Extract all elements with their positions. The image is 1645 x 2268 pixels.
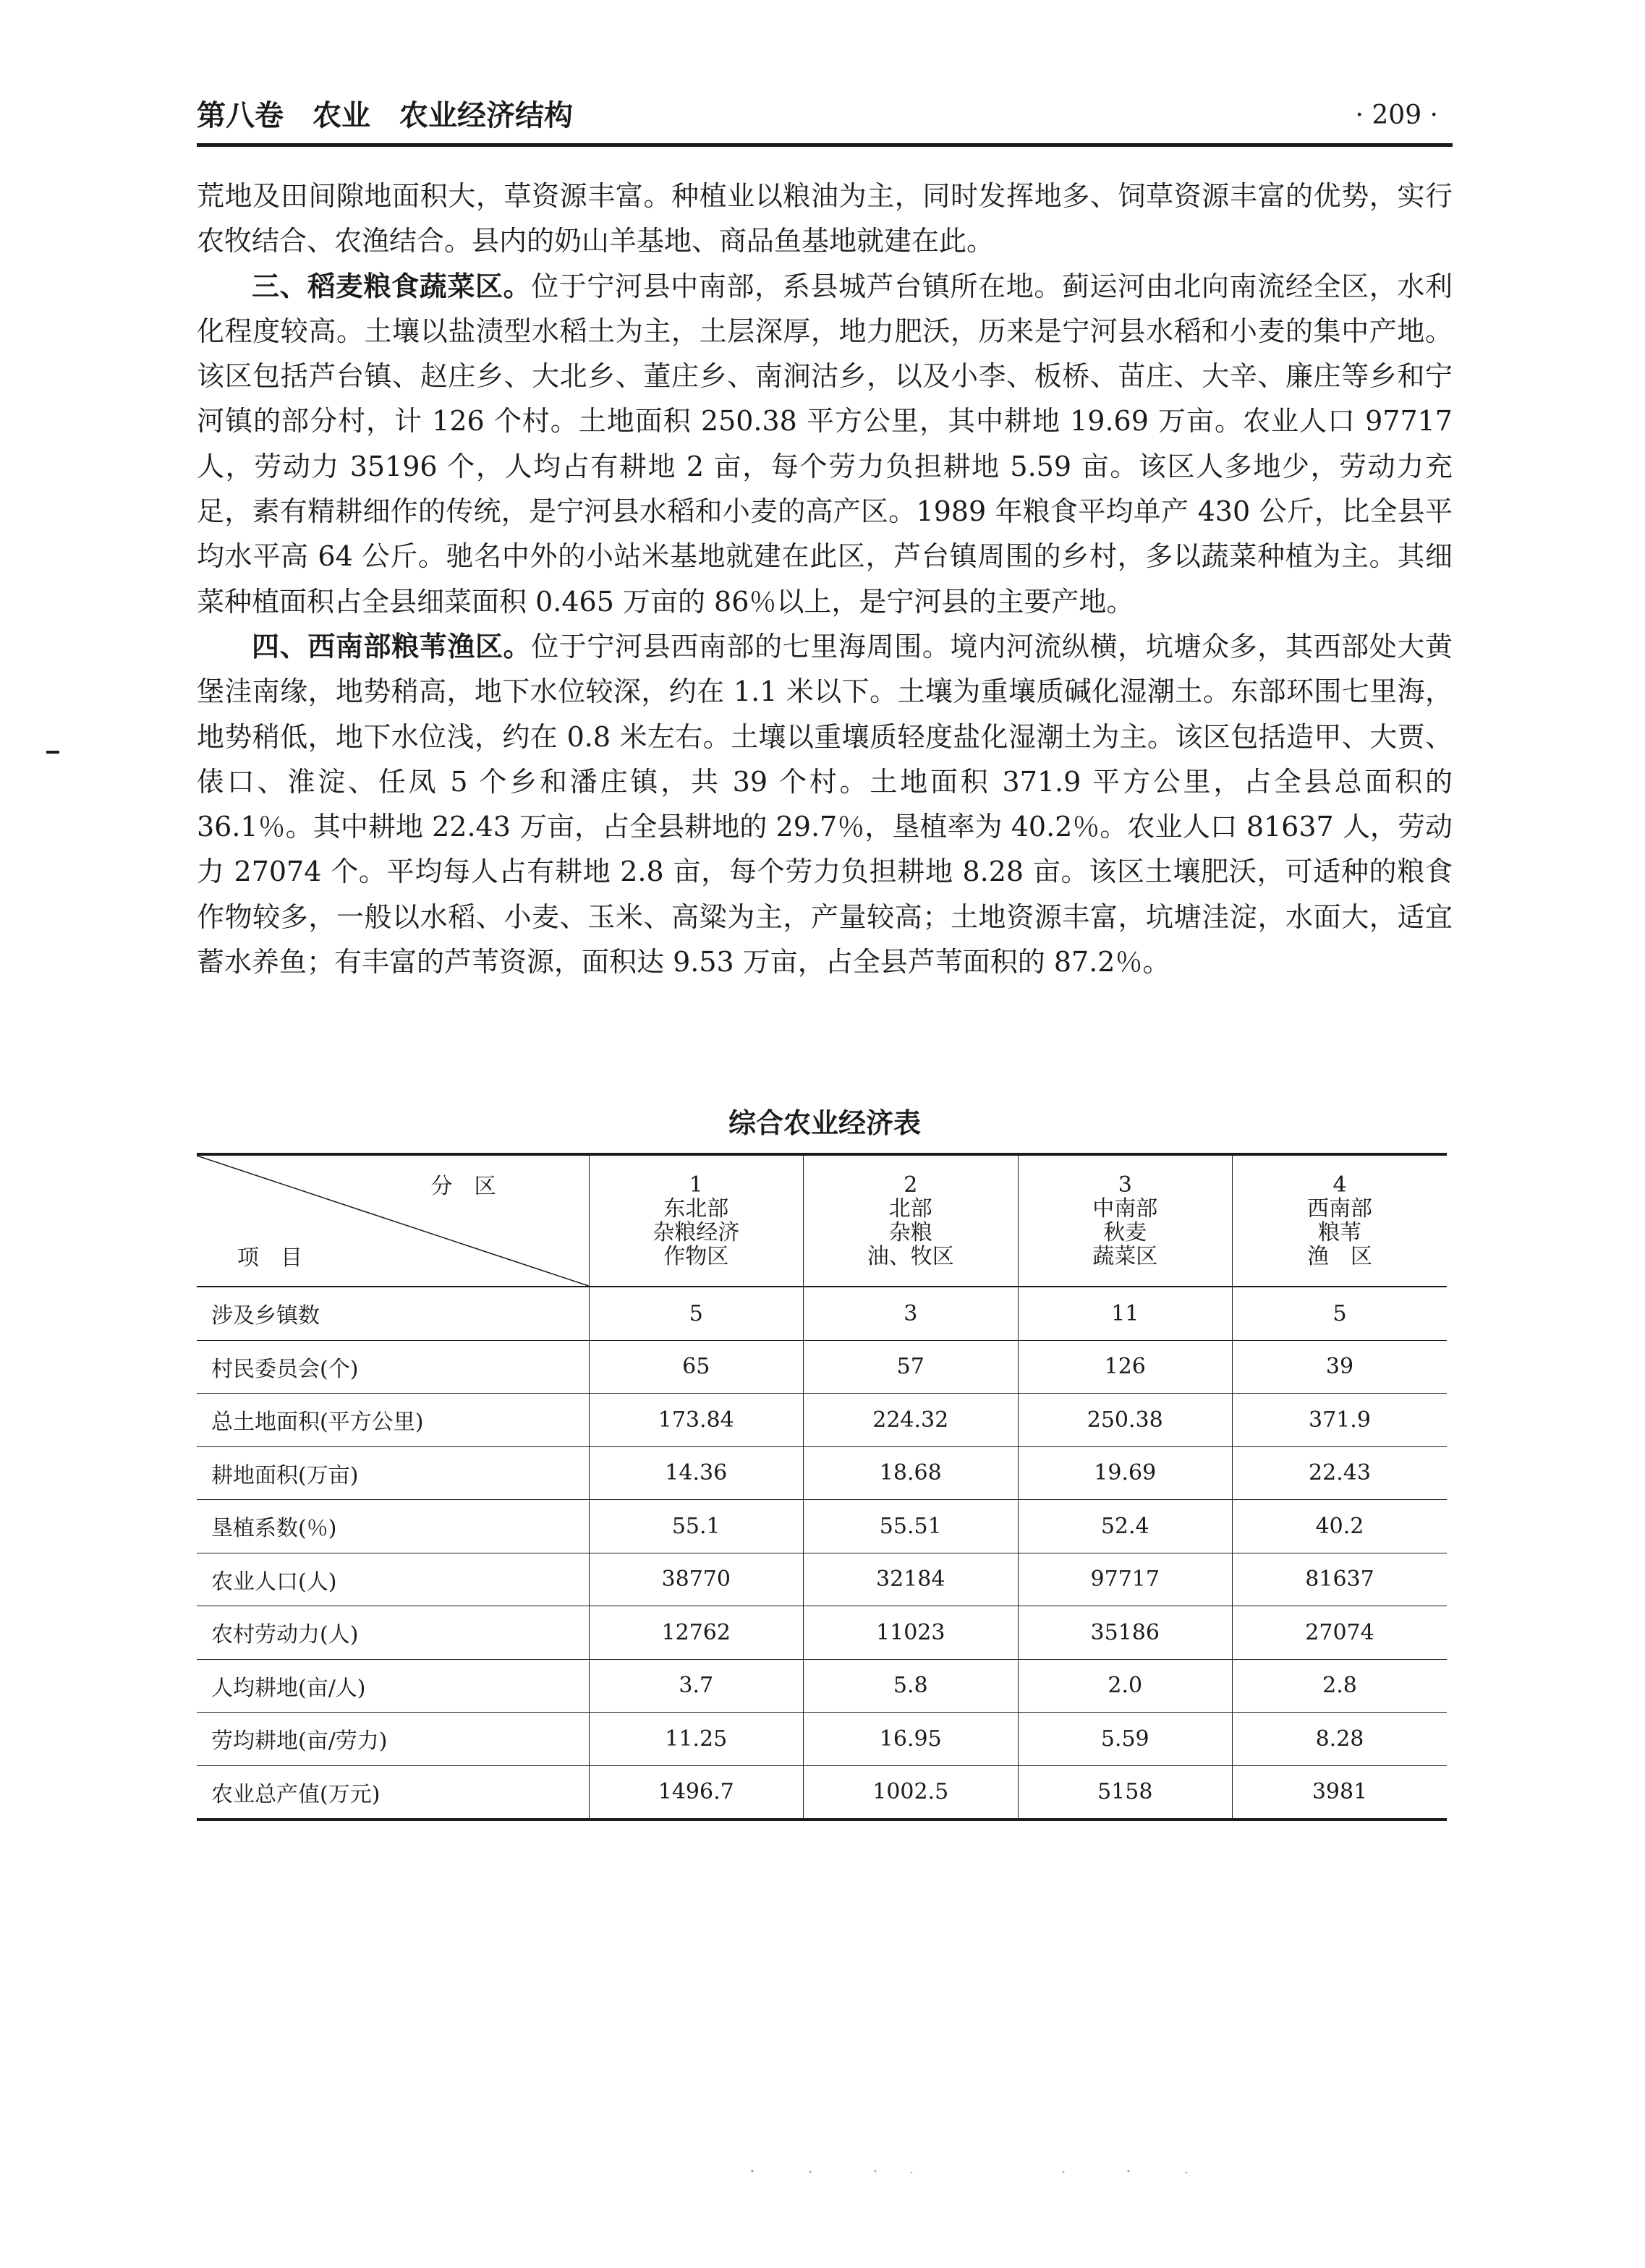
table-cell: 3.7 — [589, 1659, 804, 1713]
table-cell: 2.0 — [1018, 1659, 1233, 1713]
table-cell: 5.8 — [804, 1659, 1019, 1713]
row-label: 农业总产值(万元) — [211, 1781, 381, 1807]
table-cell: 12762 — [589, 1606, 804, 1660]
column-line: 油、牧区 — [867, 1244, 954, 1269]
table-cell: 2.8 — [1233, 1659, 1448, 1713]
table-cell: 32184 — [804, 1553, 1019, 1606]
table-cell: 5.59 — [1018, 1713, 1233, 1766]
table-cell: 18.68 — [804, 1446, 1019, 1500]
column-number: 1 — [689, 1172, 703, 1198]
table-cell: 3981 — [1233, 1765, 1448, 1820]
column-line: 蔬菜区 — [1092, 1244, 1158, 1269]
row-label: 农村劳动力(人) — [211, 1622, 359, 1648]
table-cell: 224.32 — [804, 1394, 1019, 1447]
table-cell: 81637 — [1233, 1553, 1448, 1606]
margin-mark — [46, 751, 59, 754]
table-cell: 371.9 — [1233, 1394, 1448, 1447]
table-row — [197, 1394, 1447, 1447]
column-header-4 — [1233, 1154, 1448, 1287]
section-heading-4: 四、西南部粮苇渔区。 — [252, 630, 532, 662]
table-row — [197, 1659, 1447, 1713]
table-cell: 11 — [1018, 1287, 1233, 1340]
table-cell: 19.69 — [1018, 1446, 1233, 1500]
header-title: 第八卷 农业 农业经济结构 — [197, 99, 573, 132]
column-number: 2 — [904, 1172, 918, 1198]
table-row — [197, 1713, 1447, 1766]
column-line: 粮苇 — [1318, 1220, 1361, 1245]
row-label: 农业人口(人) — [211, 1569, 337, 1595]
table-cell: 1002.5 — [804, 1765, 1019, 1820]
table-cell: 3 — [804, 1287, 1019, 1340]
table-row — [197, 1287, 1447, 1340]
column-number: 3 — [1118, 1172, 1132, 1198]
column-number: 4 — [1332, 1172, 1347, 1198]
header-rule — [197, 143, 1453, 147]
running-header — [197, 93, 1453, 139]
table-row — [197, 1606, 1447, 1660]
table-cell: 14.36 — [589, 1446, 804, 1500]
table-cell: 57 — [804, 1340, 1019, 1394]
table-header-row — [197, 1154, 1447, 1287]
table-container — [197, 1153, 1447, 1821]
row-label: 耕地面积(万亩) — [211, 1462, 359, 1488]
table-cell: 22.43 — [1233, 1446, 1448, 1500]
column-line: 西南部 — [1307, 1196, 1372, 1222]
paragraph-1: 荒地及田间隙地面积大，草资源丰富。种植业以粮油为主，同时发挥地多、饲草资源丰富的优势，实行农牧结合、农渔结合。县内的奶山羊基地、商品鱼基地就建在此。 — [197, 180, 1453, 257]
paragraph-2 — [197, 264, 1453, 624]
table-cell: 5158 — [1018, 1765, 1233, 1820]
table-row — [197, 1340, 1447, 1394]
table-cell: 40.2 — [1233, 1500, 1448, 1553]
row-label: 总土地面积(平方公里) — [211, 1410, 424, 1436]
body-text — [197, 174, 1453, 984]
paragraph-3-text: 位于宁河县西南部的七里海周围。境内河流纵横，坑塘众多，其西部处大黄堡洼南缘，地势稍高，地下水位较深，约在 1.1 米以下。土壤为重壤质碱化湿潮土。东部环围七里海，地势稍低，地下水位浅，约在 0.8 米左右。土壤以重壤质轻度盐化湿潮土为主。该区包括造甲、大贾、俵口、淮淀、任凤 5 个乡和潘庄镇，共 39 个村。土地面积 371.9 平方公里，占全县总面积的 36.1％。其中耕地 22.43 万亩，占全县耕地的 29.7％，垦植率为 40.2％。农业人口 81637 人，劳动力 27074 个。平均每人占有耕地 2.8 亩，每个劳力负担耕地 8.28 亩。该区土壤肥沃，可适种的粮食作物较多，一般以水稻、小麦、玉米、高粱为主，产量较高；土地资源丰富，坑塘洼淀，水面大，适宜蓄水养鱼；有丰富的芦苇资源，面积达 9.53 万亩，占全县芦苇面积的 87.2％。 — [197, 630, 1453, 979]
paragraph-2-text: 位于宁河县中南部，系县城芦台镇所在地。蓟运河由北向南流经全区，水利化程度较高。土壤以盐渍型水稻土为主，土层深厚，地力肥沃，历来是宁河县水稻和小麦的集中产地。该区包括芦台镇、赵庄乡、大北乡、董庄乡、南涧沽乡，以及小李、板桥、苗庄、大辛、廉庄等乡和宁河镇的部分村，计 126 个村。土地面积 250.38 平方公里，其中耕地 19.69 万亩。农业人口 97717 人，劳动力 35196 个，人均占有耕地 2 亩，每个劳力负担耕地 5.59 亩。该区人多地少，劳动力充足，素有精耕细作的传统，是宁河县水稻和小麦的高产区。1989 年粮食平均单产 430 公斤，比全县平均水平高 64 公斤。驰名中外的小站米基地就建在此区，芦台镇周围的乡村，多以蔬菜种植为主。其细菜种植面积占全县细菜面积 0.465 万亩的 86％以上，是宁河县的主要产地。 — [197, 270, 1453, 618]
table-cell: 35186 — [1018, 1606, 1233, 1660]
paragraph-3 — [197, 624, 1453, 984]
row-label: 劳均耕地(亩/劳力) — [211, 1728, 388, 1755]
column-line: 秋麦 — [1103, 1220, 1147, 1245]
header-corner-cell — [197, 1154, 589, 1287]
column-line: 杂粮 — [888, 1220, 932, 1245]
scan-specks — [723, 2168, 1230, 2175]
column-line: 作物区 — [663, 1244, 729, 1269]
table-cell: 55.51 — [804, 1500, 1019, 1553]
table-cell: 27074 — [1233, 1606, 1448, 1660]
row-label: 人均耕地(亩/人) — [211, 1675, 366, 1701]
table-cell: 250.38 — [1018, 1394, 1233, 1447]
table-row — [197, 1553, 1447, 1606]
table-row — [197, 1500, 1447, 1553]
table-cell: 11.25 — [589, 1713, 804, 1766]
column-line: 杂粮经济 — [653, 1220, 740, 1245]
table-title: 综合农业经济表 — [728, 1107, 921, 1139]
table-cell: 173.84 — [589, 1394, 804, 1447]
column-line: 中南部 — [1092, 1196, 1158, 1222]
column-line: 北部 — [888, 1196, 932, 1222]
page-number: · 209 · — [1355, 101, 1438, 130]
table-cell: 16.95 — [804, 1713, 1019, 1766]
table-row — [197, 1765, 1447, 1820]
table-cell: 65 — [589, 1340, 804, 1394]
table-cell: 5 — [589, 1287, 804, 1340]
table-cell: 38770 — [589, 1553, 804, 1606]
table-cell: 39 — [1233, 1340, 1448, 1394]
row-label: 垦植系数(％) — [211, 1516, 337, 1542]
table-cell: 5 — [1233, 1287, 1448, 1340]
corner-label-item: 项 目 — [237, 1245, 302, 1271]
column-line: 东北部 — [663, 1196, 729, 1222]
table-cell: 52.4 — [1018, 1500, 1233, 1553]
column-header-1 — [589, 1154, 804, 1287]
column-header-2 — [804, 1154, 1019, 1287]
table-cell: 1496.7 — [589, 1765, 804, 1820]
row-label: 涉及乡镇数 — [211, 1303, 320, 1329]
table-cell: 11023 — [804, 1606, 1019, 1660]
corner-label-region: 分 区 — [430, 1174, 496, 1199]
table-cell: 55.1 — [589, 1500, 804, 1553]
row-label: 村民委员会(个) — [211, 1356, 359, 1382]
column-line: 渔 区 — [1307, 1244, 1372, 1269]
table-cell: 8.28 — [1233, 1713, 1448, 1766]
column-header-3 — [1018, 1154, 1233, 1287]
agri-economy-table — [197, 1153, 1447, 1821]
table-row — [197, 1446, 1447, 1500]
table-cell: 97717 — [1018, 1553, 1233, 1606]
section-heading-3: 三、稻麦粮食蔬菜区。 — [252, 270, 532, 302]
table-cell: 126 — [1018, 1340, 1233, 1394]
